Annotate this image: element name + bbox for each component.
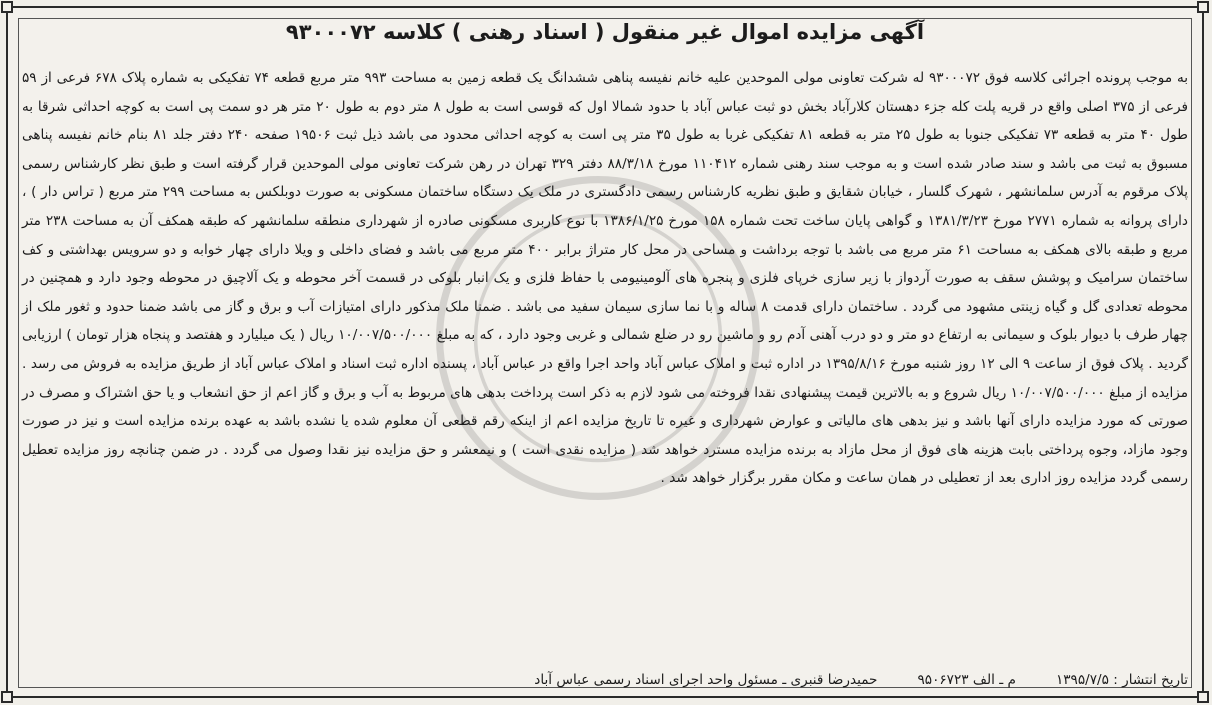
- notice-footer: [22, 668, 1188, 692]
- notice-body: [22, 64, 1188, 493]
- reference-code: م ـ الف ۹۵۰۶۷۲۳: [917, 672, 1016, 688]
- signature-line: حمیدرضا قنبری ـ مسئول واحد اجرای اسناد رسمی عباس آباد: [534, 672, 878, 688]
- corner-ornament: [1, 1, 13, 13]
- notice-frame: [6, 6, 1204, 698]
- corner-ornament: [1197, 691, 1209, 703]
- corner-ornament: [1197, 1, 1209, 13]
- notice-body-text: به موجب پرونده اجرائی کلاسه فوق ۹۳۰۰۰۷۲ له شرکت تعاونی مولی الموحدین علیه خانم نفیسه پناهی ششدانگ یک قطعه زمین به مساحت ۹۹۳ متر مربع قطعه ۷۴ تفکیکی به شماره پلاک ۶۷۸ فرعی از ۵۹ فرعی از ۳۷۵ اصلی واقع در قریه پلت کله جزء دهستان کلارآباد بخش دو ثبت عباس آباد با حدود شمالا اول که قوسی است به طول ۸ متر دوم به طول ۲۰ متر هر دو سمت پی است به کوچه احداثی شرقا به طول ۴۰ متر به قطعه ۷۳ تفکیکی جنوبا به طول ۲۵ متر به قطعه ۸۱ تفکیکی غربا به طول ۳۵ متر پی است به کوچه احداثی محدود می باشد ذیل ثبت ۱۹۵۰۶ صفحه ۲۴۰ دفتر جلد ۸۱ بنام خانم نفیسه پناهی مسبوق به ثبت می باشد و سند صادر شده است و به موجب سند رهنی شماره ۱۱۰۴۱۲ مورخ ۸۸/۳/۱۸ دفتر ۳۲۹ تهران در رهن شرکت تعاونی مولی الموحدین قرار گرفته است و طبق نظر کارشناس رسمی پلاک مرقوم به آدرس سلمانشهر ، شهرک گلسار ، خیابان شقایق و طبق نظریه کارشناس رسمی دادگستری در ملک یک دستگاه ساختمان مسکونی به صورت دوبلکس به مساحت ۲۹۹ متر مربع ( تراس دار ) ، دارای پروانه به شماره ۲۷۷۱ مورخ ۱۳۸۱/۳/۲۳ و گواهی پایان ساخت تحت شماره ۱۵۸ مورخ ۱۳۸۶/۱/۲۵ با نوع کاربری مسکونی صادره از شهرداری منطقه سلمانشهر که طبقه همکف آن به مساحت ۲۳۸ متر مربع و طبقه بالای همکف به مساحت ۶۱ متر مربع می باشد با توجه برداشت و مساحی در محل کار متراژ برابر ۴۰۰ متر مربع می باشد و فضای داخلی و ویلا دارای چهار خوابه و دو سرویس بهداشتی و کف ساختمان سرامیک و پوشش سقف به صورت آردواز با زیر سازی خرپای فلزی و پنجره های آلومینیومی با حفاظ فلزی و یک انبار بلوکی در قسمت آخر محوطه و یک آلاچیق در محوطه وجود دارد و همچنین در محوطه تعدادی گل و گیاه زینتی مشهود می گردد . ساختمان دارای قدمت ۸ ساله و با نما سازی سیمان سفید می باشد . ضمنا ملک مذکور دارای امتیازات آب و برق و گاز می باشد ضمنا حدود و ثغور ملک از چهار طرف با دیوار بلوک و سیمانی به ارتفاع دو متر و دو درب آهنی آدم رو و ماشین رو در ضلع شمالی و غربی وجود دارد ، که به مبلغ ۱۰/۰۰۷/۵۰۰/۰۰۰ ریال ( یک میلیارد و هفتصد و پنجاه هزار تومان ) ارزیابی گردید . پلاک فوق از ساعت ۹ الی ۱۲ روز شنبه مورخ ۱۳۹۵/۸/۱۶ در اداره ثبت و املاک عباس آباد واحد اجرا واقع در عباس آباد ، پسنده اداره ثبت اسناد و املاک عباس آباد از طریق مزایده به فروش می رسد . مزایده از مبلغ ۱۰/۰۰۷/۵۰۰/۰۰۰ ریال شروع و به بالاترین قیمت پیشنهادی نقدا فروخته می شود لازم به ذکر است پرداخت بدهی های مربوط به آب و برق و گاز اعم از حق انشعاب و یا حق اشتراک و مصرف در صورتی که مورد مزایده دارای آنها باشد و نیز بدهی های مالیاتی و عوارض شهرداری و غیره تا تاریخ مزایده اعم از اینکه رقم قطعی آن معلوم شده یا نشده باشد به عهده برنده مزایده است و نیز در صورت وجود مازاد، وجوه پرداختی بابت هزینه های فوق از محل مازاد به برنده مزایده مسترد خواهد شد ( مزایده نقدی است ) و نیمعشر و حق مزایده نیز نقدا وصول می گردد . در ضمن چنانچه روز مزایده تعطیل رسمی گردد مزایده روز اداری بعد از تعطیلی در همان ساعت و مکان مقرر برگزار خواهد شد .: [22, 70, 1189, 487]
- publish-date: تاریخ انتشار : ۱۳۹۵/۷/۵: [1055, 672, 1188, 688]
- notice-title: آگهی مزایده اموال غیر منقول ( اسناد رهنی ) کلاسه ۹۳۰۰۰۷۲: [285, 20, 925, 44]
- corner-ornament: [1, 691, 13, 703]
